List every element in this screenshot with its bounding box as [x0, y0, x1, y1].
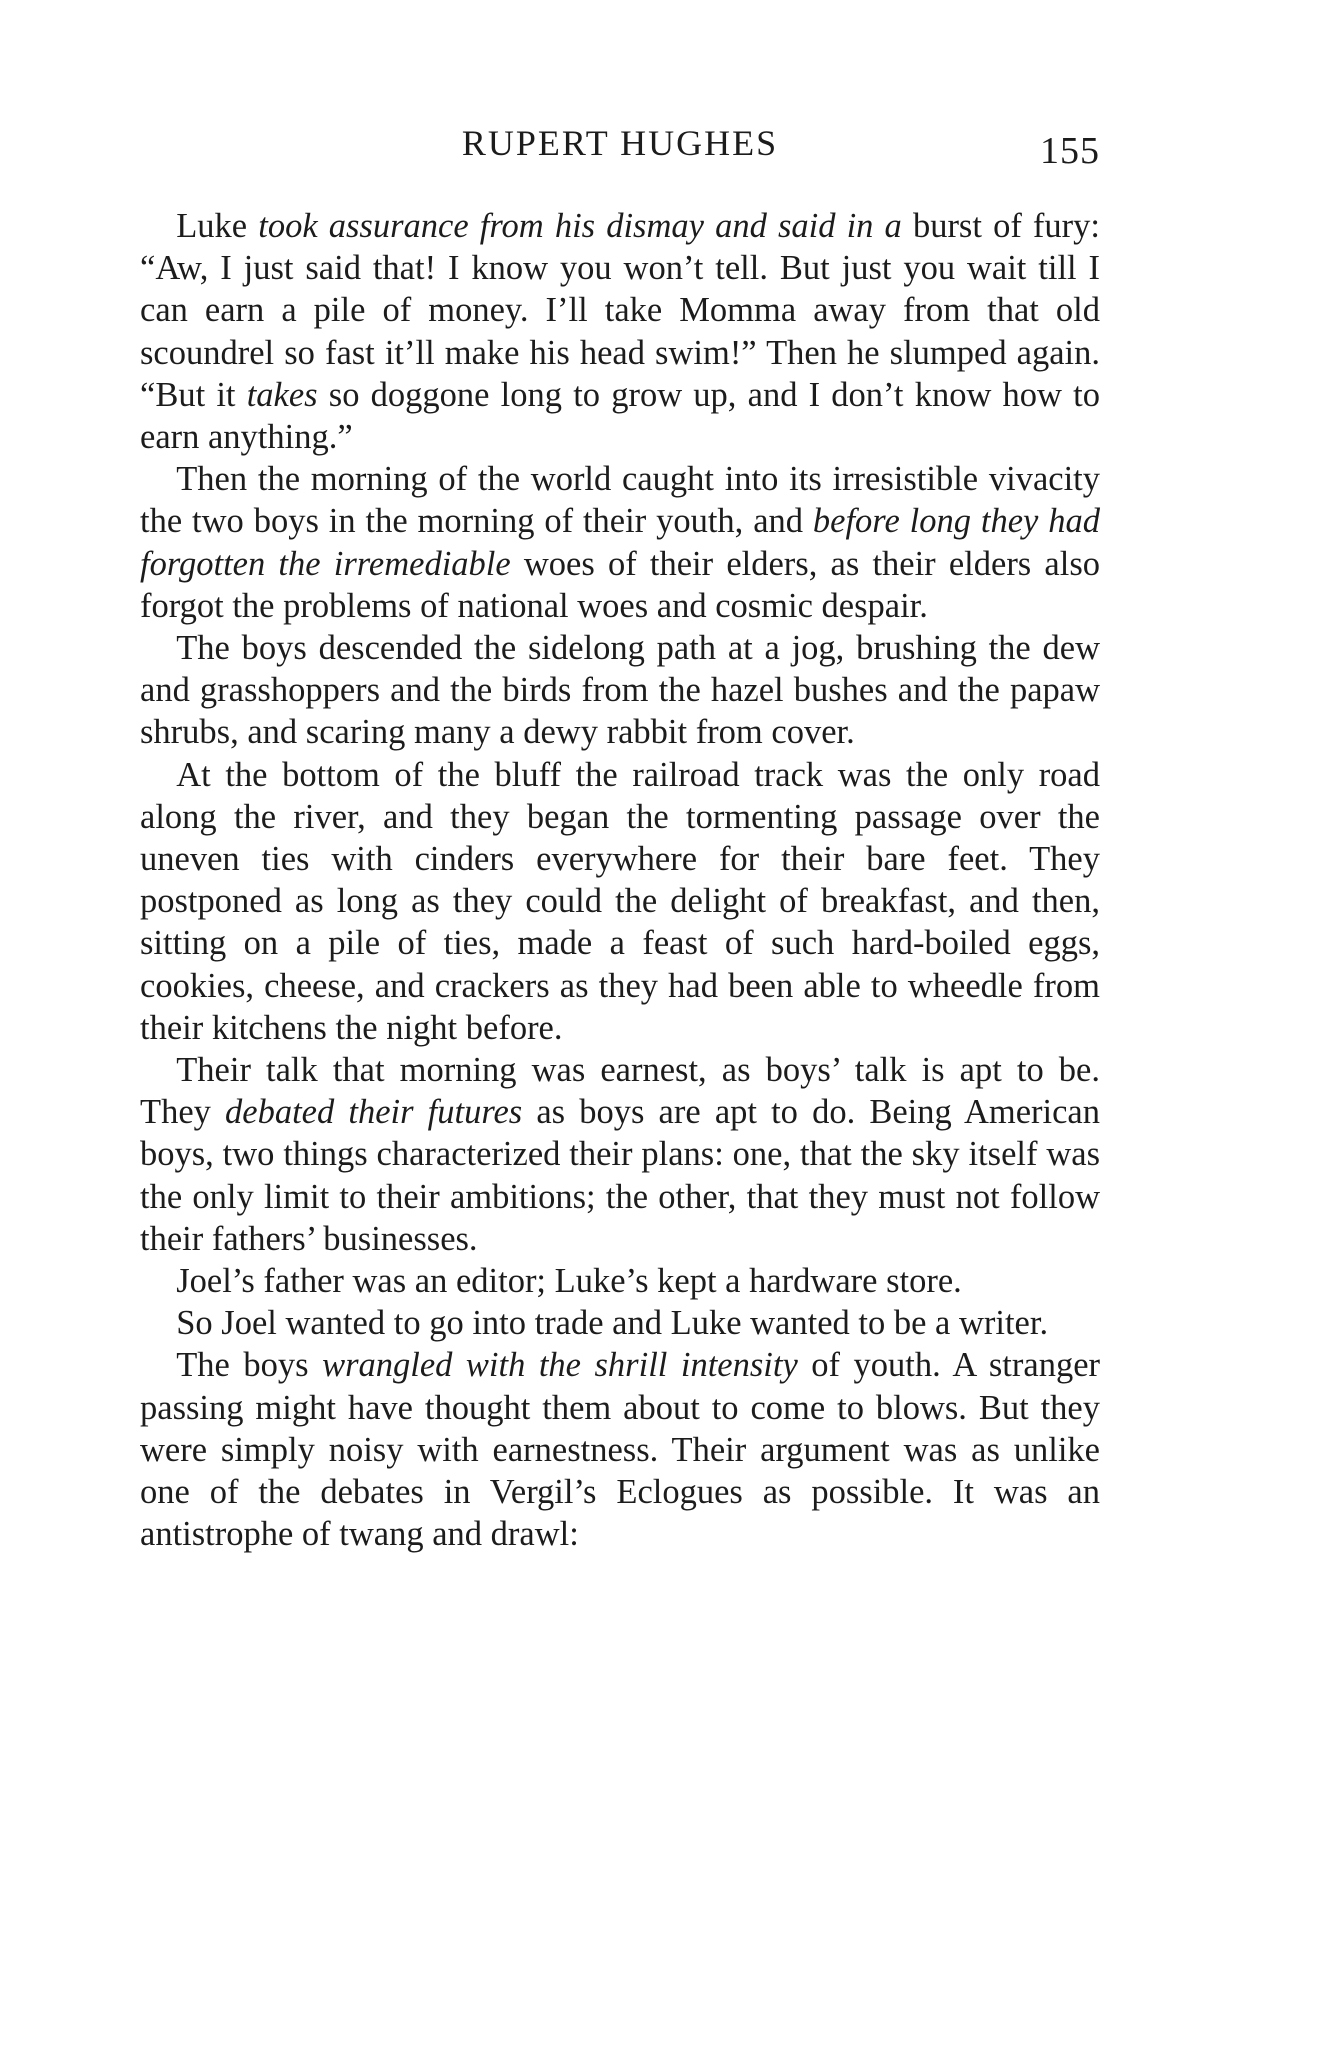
italic-text-run: wrangled with the shrill intensity — [322, 1346, 798, 1385]
running-head-title: RUPERT HUGHES — [461, 123, 779, 163]
text-run: as boys are apt to do. Being American boys, two things characterized their plans: one, that the sky itself was the only limit to their ambitions; the other, that they must not follow their fathers’ businesses. — [140, 1093, 1100, 1258]
text-run: At the bottom of the bluff the railroad track was the only road along the river, and they began the tormenting passage over the uneven ties with cinders everywhere for their bare feet. They postponed as long as they could the delight of breakfast, and then, sitting on a pile of ties, made a feast of such hard-boiled eggs, cookies, cheese, and crackers as they had been able to wheedle from their kitchens the night before. — [140, 755, 1100, 1047]
italic-text-run: debated their futures — [225, 1093, 523, 1132]
paragraph — [140, 1302, 1100, 1344]
text-run: so doggone long to grow up, and I don’t know how to earn anything.” — [140, 375, 1100, 457]
text-run: Then the morning of the world caught into its irresistible vivacity the two boys in the morning of their youth, and — [140, 460, 1100, 541]
italic-text-run: takes — [246, 375, 318, 414]
text-run: Luke — [176, 207, 259, 245]
italic-text-run: took assurance from his dismay and said in a — [258, 207, 902, 245]
text-run: The boys — [176, 1346, 323, 1385]
paragraph — [140, 1344, 1100, 1555]
paragraph — [140, 205, 1100, 458]
paragraph — [140, 627, 1100, 754]
text-run: of youth. A stranger passing might have thought them about to come to blows. But they were simply noisy with earnestness. Their argument was as unlike one of the debates in Vergil’s Eclogues as possible. It was an antistrophe of twang and drawl: — [140, 1346, 1100, 1554]
text-run: The boys descended the sidelong path at a jog, brushing the dew and grasshoppers and the birds from the hazel bushes and the papaw shrubs, and scaring many a dewy rabbit from cover. — [140, 629, 1100, 752]
body-text — [140, 205, 1100, 1556]
italic-text-run: before long they had forgotten the irremediable — [140, 502, 1100, 583]
running-head — [140, 118, 1100, 172]
paragraph — [140, 458, 1100, 627]
text-run: Joel’s father was an editor; Luke’s kept a hardware store. — [176, 1262, 962, 1301]
paragraph — [140, 754, 1100, 1049]
text-run: woes of their elders, as their elders also forgot the problems of national woes and cosmic despair. — [140, 544, 1100, 625]
page-number: 155 — [1040, 130, 1100, 172]
text-run: burst of fury: “Aw, I just said that! I know you won’t tell. But just you wait till I can earn a pile of money. I’ll take Momma away from that old scoundrel so fast it’ll make his head swim!” Then he slumped again. “But it — [140, 207, 1100, 414]
text-run: So Joel wanted to go into trade and Luke wanted to be a writer. — [176, 1304, 1049, 1343]
text-run: Their talk that morning was earnest, as boys’ talk is apt to be. They — [140, 1051, 1100, 1132]
paragraph — [140, 1260, 1100, 1302]
paragraph — [140, 1049, 1100, 1260]
